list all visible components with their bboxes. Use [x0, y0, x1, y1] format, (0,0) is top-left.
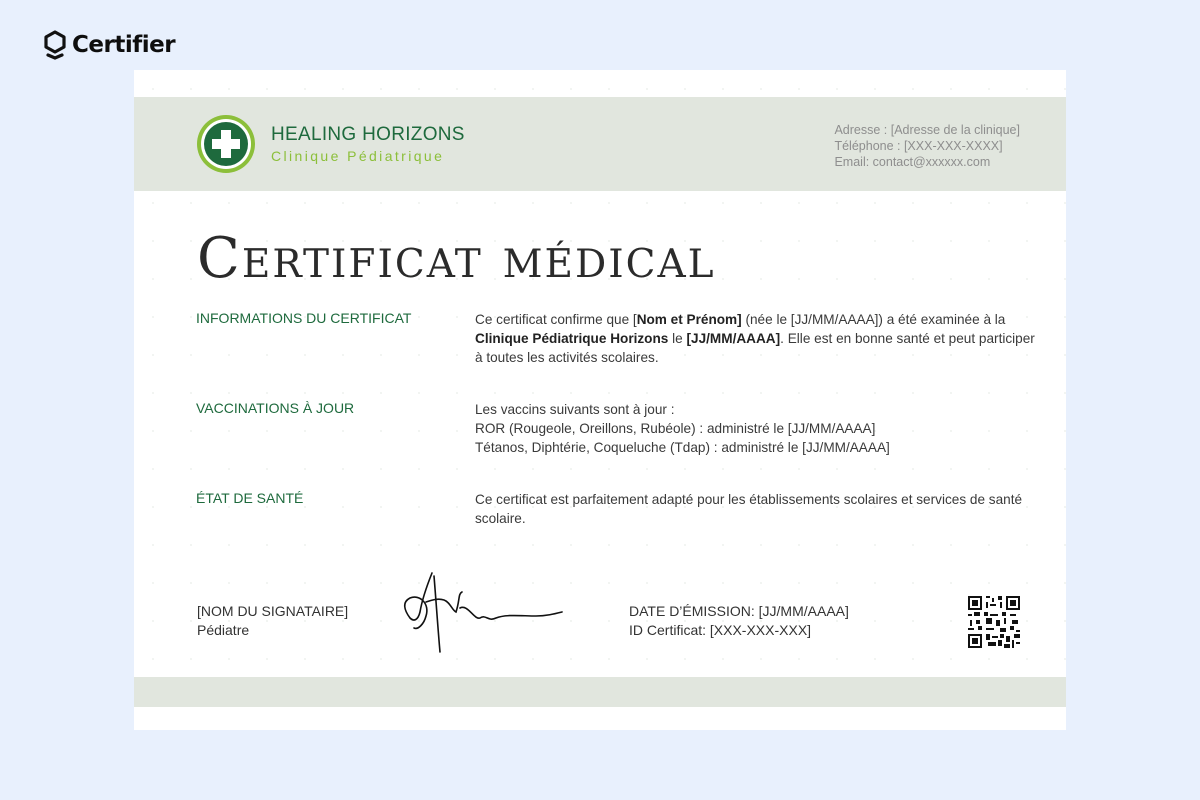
- section-text-vaccinations: [475, 400, 1035, 457]
- vaccination-ror: ROR (Rougeole, Oreillons, Rubéole) : administré le [JJ/MM/AAAA]: [475, 421, 876, 436]
- certificate-id: ID Certificat: [XXX-XXX-XXX]: [629, 622, 812, 638]
- section-text-info: Ce certificat confirme que [Nom et Prénom] (née le [JJ/MM/AAAA]) a été examinée à la Clinique Pédiatrique Horizons le [JJ/MM/AAAA]. Elle est en bonne santé et peut participer à toutes les activités scolaires.: [475, 312, 1035, 365]
- certificate: [134, 70, 1066, 730]
- clinic-name: HEALING HORIZONS: [271, 124, 465, 145]
- certifier-brand: [44, 29, 175, 61]
- qr-code-icon: [968, 596, 1020, 648]
- handwritten-signature: [396, 570, 566, 660]
- certifier-logo-icon: [44, 30, 66, 60]
- clinic-contact: [834, 122, 1020, 170]
- brand-name: Certifier: [72, 32, 176, 58]
- section-label-vaccinations: VACCINATIONS À JOUR: [196, 400, 355, 416]
- clinic-subtitle: Clinique Pédiatrique: [271, 148, 445, 164]
- signer-block: [197, 602, 348, 640]
- certificate-title: Certificat médical: [197, 226, 716, 291]
- clinic-email: Email: contact@xxxxxx.com: [834, 155, 991, 169]
- section-label-health: ÉTAT DE SANTÉ: [196, 490, 304, 506]
- issue-block: [629, 602, 849, 640]
- vaccination-tdap: Tétanos, Diphtérie, Coqueluche (Tdap) : administré le [JJ/MM/AAAA]: [475, 440, 890, 455]
- clinic-address: Adresse : [Adresse de la clinique]: [834, 123, 1020, 137]
- section-label-info: INFORMATIONS DU CERTIFICAT: [196, 310, 412, 326]
- footer-band: [134, 677, 1066, 707]
- clinic-phone: Téléphone : [XXX-XXX-XXXX]: [834, 139, 1003, 153]
- signer-name: [NOM DU SIGNATAIRE]: [197, 603, 349, 619]
- issue-date: DATE D’ÉMISSION: [JJ/MM/AAAA]: [629, 603, 849, 619]
- vaccination-intro: Les vaccins suivants sont à jour :: [475, 402, 675, 417]
- section-text-health: Ce certificat est parfaitement adapté pour les établissements scolaires et services de santé scolaire.: [475, 492, 1023, 526]
- signer-role: Pédiatre: [197, 622, 250, 638]
- medical-cross-icon: [195, 113, 257, 175]
